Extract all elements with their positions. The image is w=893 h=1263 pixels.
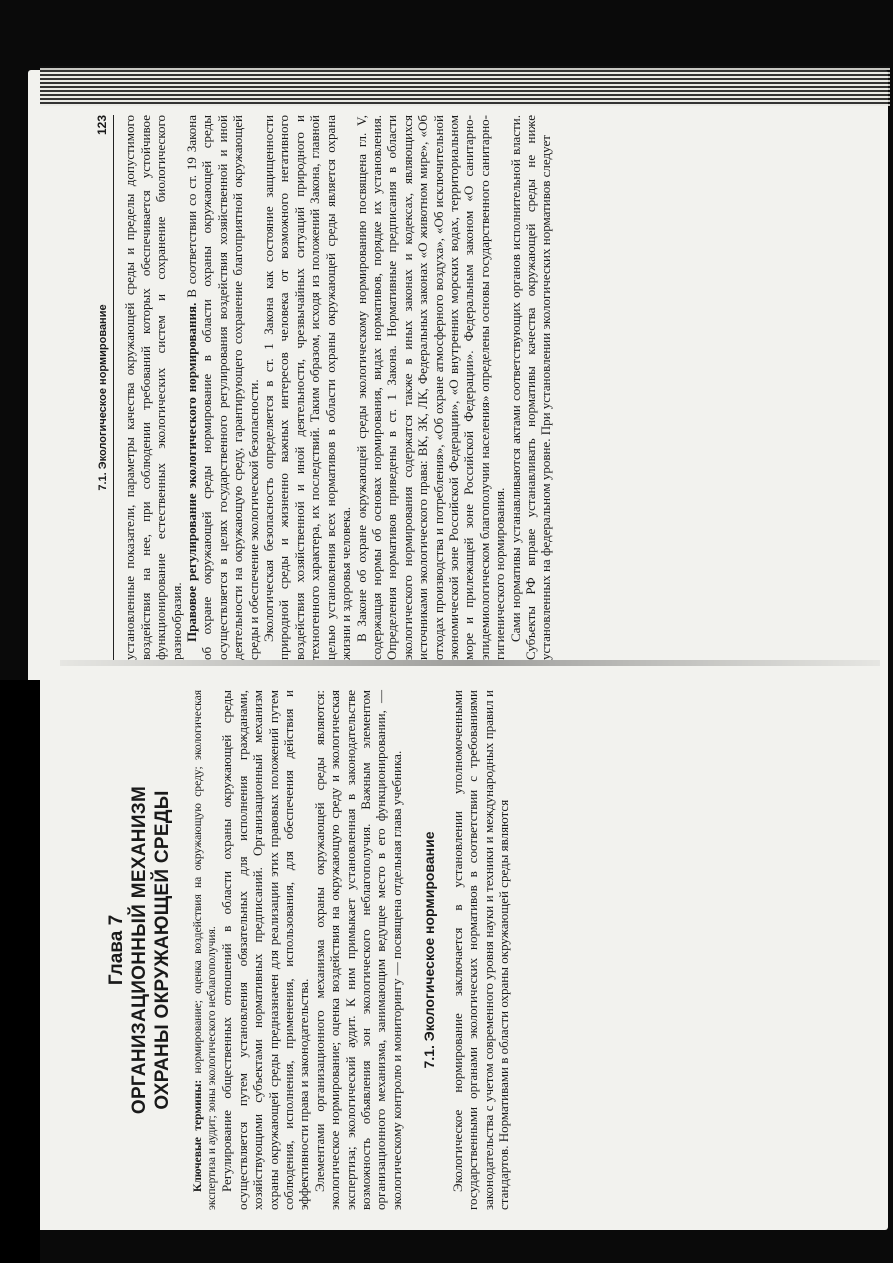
paragraph: установленные показатели, параметры качества окружающей среды и пределы допустимого воздействия на нее, при соблюдении требований которых обеспечивается устойчивое функционирование естественных экологических систем и сохранение биологического разнообразия.: [122, 115, 184, 660]
chapter-page: [95, 690, 855, 1210]
running-title: 7.1. Экологическое нормирование: [97, 304, 109, 491]
paragraph: Регулирование общественных отношений в области охраны окружающей среды осуществляется путем установления обязательных для исполнения гражданами, хозяйствующими субъектами нормативных предписаний. Организационный механизм охраны окружающей среды предназначен для реализации этих правовых положений путем соблюдения, исполнения, применения, использования, для обеспечения действия и эффективности права и законодательства.: [219, 690, 312, 1210]
keywords-label: Ключевые термины:: [192, 1079, 205, 1192]
paragraph: Экологическое нормирование заключается в установлении уполномоченными государственными органами экологических нормативов в соответствии с требованиями законодательства с учетом современного уровня науки и техники и международных правил и стандартов. Нормативами в области охраны окружающей среды являются: [449, 690, 511, 1210]
chapter-number: Глава 7: [106, 914, 127, 986]
book-gutter: [60, 660, 880, 666]
chapter-title-line: ОХРАНЫ ОКРУЖАЮЩЕЙ СРЕДЫ: [152, 790, 174, 1110]
page-number: 123: [95, 115, 109, 136]
paragraph-lead: Правовое регулирование экологического нормирования.: [184, 302, 200, 642]
paragraph: Правовое регулирование экологического нормирования. В соответствии со ст. 19 Закона об охране окружающей среды нормирование в области охраны окружающей среды осуществляется в целях государственного регулирования воздействия хозяйственной и иной деятельности на окружающую среду, гарантирующего сохранение благоприятной окружающей среды и обеспечение экологической безопасности.: [184, 115, 261, 660]
paragraph: Сами нормативы устанавливаются актами соответствующих органов исполнительной власти. Субъекты РФ вправе устанавливать нормативы качества окружающей среды не ниже установленных на федеральном уровне. При установлении экологических нормативов следует: [507, 115, 554, 660]
scanner-shadow: [0, 680, 40, 1263]
page-123: [95, 115, 855, 660]
paragraph: Элементами организационного механизма охраны окружающей среды являются: экологическое нормирование; оценка воздействия на окружающую среду и экологическая экспертиза; экологический аудит. К ним примыкает установленная в законодательстве возможность объявления зон экологического неблагополучия. Важным элементом организационного механизма, занимающим ведущее место в его функционировании, — экологическому контролю и мониторингу — посвящена отдельная глава учебника.: [311, 690, 404, 1210]
chapter-title: [128, 690, 174, 1210]
paragraph: В Законе об охране окружающей среды экологическому нормированию посвящена гл. V, содержащая нормы об основах нормирования, видах нормативов, порядке их установления. Определения нормативов приведены в ст. 1 Закона. Нормативные предписания в области экологического нормирования содержатся также в иных законах и кодексах, являющихся источниками экологического права: ВК, ЗК, ЛК, Федеральных законах «О животном мире», «Об отходах производства и потребления», «Об охране атмосферного воздуха», «Об исключительной экономической зоне Российской Федерации», «О внутренних морских водах, территориальном море и прилежащей зоне Российской Федерации». Федеральным законом «О санитарно-эпидемиологическом благополучии населения» определены основы государственного санитарно-гигиенического нормирования.: [353, 115, 508, 660]
keywords: Ключевые термины: нормирование; оценка воздействия на окружающую среду; экологическая экспертиза и аудит; зоны экологического неблагополучия.: [192, 690, 218, 1210]
paragraph: Экологическая безопасность определяется в ст. 1 Закона как состояние защищенности природной среды и жизненно важных интересов человека от возможного негативного воздействия хозяйственной и иной деятельности, чрезвычайных ситуаций природного и техногенного характера, их последствий. Таким образом, исходя из положений Закона, главной целью установления всех нормативов в области охраны окружающей среды является охрана жизни и здоровья человека.: [261, 115, 354, 660]
section-title: 7.1. Экологическое нормирование: [421, 831, 438, 1069]
page-edges: [40, 66, 890, 106]
chapter-title-line: ОРГАНИЗАЦИОННЫЙ МЕХАНИЗМ: [129, 785, 151, 1115]
running-head: [95, 115, 114, 660]
